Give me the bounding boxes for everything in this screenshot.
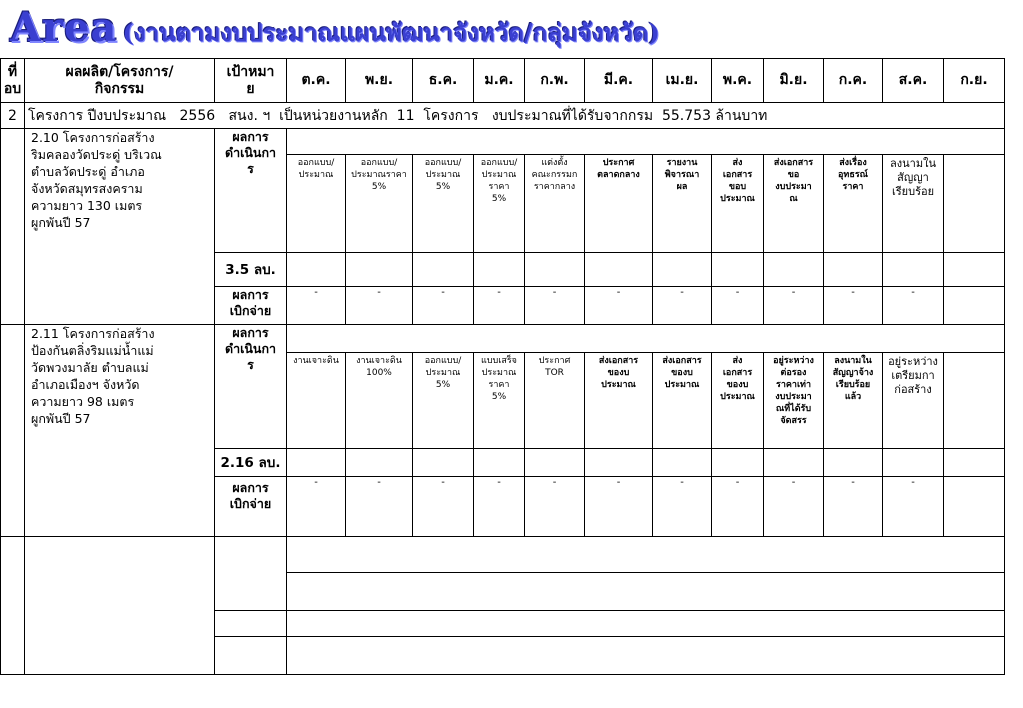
blank-cell [287,253,346,287]
header-month: เม.ย. [653,59,712,103]
step-cell: ลงนามใน สัญญา เรียบร้อย [883,155,944,253]
blank-cell [585,449,653,477]
disburse-cell: - [653,477,712,537]
disburse-cell: - [287,287,346,325]
header-month: ม.ค. [474,59,525,103]
disburse-cell: - [883,287,944,325]
header-no: ที่ อบ [1,59,25,103]
blank-cell [25,537,215,675]
disburse-cell: - [346,287,413,325]
blank-cell [1,537,25,675]
step-cell [944,155,1005,253]
blank-cell [474,449,525,477]
step-cell: ส่ง เอกสาร ของบ ประมาณ [712,353,764,449]
step-cell: งานเจาะดิน [287,353,346,449]
blank-cell [764,253,824,287]
step-cell: ส่งเอกสาร ของบ ประมาณ [585,353,653,449]
blank-cell [287,129,1005,155]
header-month: ต.ค. [287,59,346,103]
blank-cell [944,253,1005,287]
blank-cell [215,537,287,611]
disburse-cell: - [413,287,474,325]
project-table [0,58,1005,675]
disburse-cell: - [525,477,585,537]
blank-cell [944,449,1005,477]
step-cell: งานเจาะดิน 100% [346,353,413,449]
blank-cell [287,449,346,477]
step-cell: แบบเสร็จ ประมาณ ราคา 5% [474,353,525,449]
blank-cell [1,325,25,537]
blank-cell [287,611,1005,637]
blank-cell [413,449,474,477]
step-cell: รายงาน พิจารณา ผล [653,155,712,253]
disburse-cell: - [883,477,944,537]
blank-cell [1,129,25,325]
header-month: พ.ย. [346,59,413,103]
disburse-cell: - [287,477,346,537]
disburse-cell: - [712,287,764,325]
blank-cell [585,253,653,287]
step-cell: แต่งตั้ง คณะกรรมก ราคากลาง [525,155,585,253]
blank-cell [413,253,474,287]
disburse-cell: - [653,287,712,325]
blank-cell [764,449,824,477]
step-cell: ประกาศ TOR [525,353,585,449]
blank-cell [824,253,883,287]
disburse-cell: - [585,287,653,325]
blank-cell [525,449,585,477]
disburse-cell: - [824,287,883,325]
disburse-cell: - [585,477,653,537]
disburse-cell [944,287,1005,325]
blank-cell [287,637,1005,675]
step-cell: ส่งเอกสาร ขอ งบประมา ณ [764,155,824,253]
step-cell: ส่ง เอกสาร ขอบ ประมาณ [712,155,764,253]
disburse-cell: - [764,287,824,325]
blank-cell [525,253,585,287]
step-cell: ออกแบบ/ ประมาณ 5% [413,353,474,449]
blank-cell [883,449,944,477]
header-month: พ.ค. [712,59,764,103]
step-cell [944,353,1005,449]
disburse-label: ผลการ เบิกจ่าย [215,287,287,325]
blank-cell [287,325,1005,353]
section-row [1,103,1005,129]
disburse-label: ผลการ เบิกจ่าย [215,477,287,537]
step-cell: อยู่ระหว่าง ต่อรอง ราคาเท่า งบประมา ณที่ได้รับ จัดสรร [764,353,824,449]
step-cell: ประกาศ ตลาดกลาง [585,155,653,253]
header-month: ธ.ค. [413,59,474,103]
header-month: ก.ย. [944,59,1005,103]
blank-cell [824,449,883,477]
disburse-cell: - [824,477,883,537]
step-cell: อยู่ระหว่าง เตรียมกา ก่อสร้าง [883,353,944,449]
table-row [1,129,1005,155]
blank-cell [712,253,764,287]
step-cell: ลงนามใน สัญญาจ้าง เรียบร้อย แล้ว [824,353,883,449]
header-target: เป้าหมา ย [215,59,287,103]
section-no: 2 [1,103,25,129]
budget-cell: 2.16 ลบ. [215,449,287,477]
header-project: ผลผลิต/โครงการ/ กิจกรรม [25,59,215,103]
blank-cell [883,253,944,287]
header-month: ส.ค. [883,59,944,103]
blank-cell [653,449,712,477]
table-row [1,325,1005,353]
blank-cell [287,573,1005,611]
disburse-cell: - [346,477,413,537]
disburse-cell: - [474,477,525,537]
page-title [10,4,660,52]
step-cell: ออกแบบ/ ประมาณ [287,155,346,253]
blank-cell [653,253,712,287]
project-name: 2.11 โครงการก่อสร้าง ป้องกันตลิ่งริมแม่น้ำแม่ วัดพวงมาลัย ตำบลแม่ อำเภอเมืองฯ จังหวัด ความยาว 98 เมตร ผูกพันปี 57 [25,325,215,537]
title-en: Area [10,4,118,51]
disburse-cell: - [764,477,824,537]
title-th: (งานตามงบประมาณแผนพัฒนาจังหวัด/กลุ่มจังหวัด) [122,18,660,47]
blank-cell [474,253,525,287]
disburse-cell [944,477,1005,537]
step-cell: ส่งเรื่อง อุทธรณ์ ราคา [824,155,883,253]
blank-cell [712,449,764,477]
header-month: มี.ค. [585,59,653,103]
section-text: โครงการ ปีงบประมาณ 2556 สนง. ฯ เป็นหน่วยงานหลัก 11 โครงการ งบประมาณที่ได้รับจากกรม 55.753 ล้านบาท [25,103,1005,129]
header-month: ก.พ. [525,59,585,103]
blank-cell [215,611,287,637]
header-row [1,59,1005,103]
header-month: ก.ค. [824,59,883,103]
project-name: 2.10 โครงการก่อสร้าง ริมคลองวัดประดู่ บริเวณ ตำบลวัดประดู่ อำเภอ จังหวัดสมุทรสงคราม ความยาว 130 เมตร ผูกพันปี 57 [25,129,215,325]
blank-cell [287,537,1005,573]
result-label: ผลการ ดำเนินกา ร [215,129,287,253]
step-cell: ออกแบบ/ ประมาณ ราคา 5% [474,155,525,253]
table-row [1,537,1005,573]
step-cell: ออกแบบ/ ประมาณราคา 5% [346,155,413,253]
blank-cell [346,449,413,477]
disburse-cell: - [413,477,474,537]
disburse-cell: - [525,287,585,325]
step-cell: ออกแบบ/ ประมาณ 5% [413,155,474,253]
disburse-cell: - [474,287,525,325]
blank-cell [346,253,413,287]
header-month: มิ.ย. [764,59,824,103]
result-label: ผลการ ดำเนินกา ร [215,325,287,449]
budget-cell: 3.5 ลบ. [215,253,287,287]
disburse-cell: - [712,477,764,537]
blank-cell [215,637,287,675]
step-cell: ส่งเอกสาร ของบ ประมาณ [653,353,712,449]
